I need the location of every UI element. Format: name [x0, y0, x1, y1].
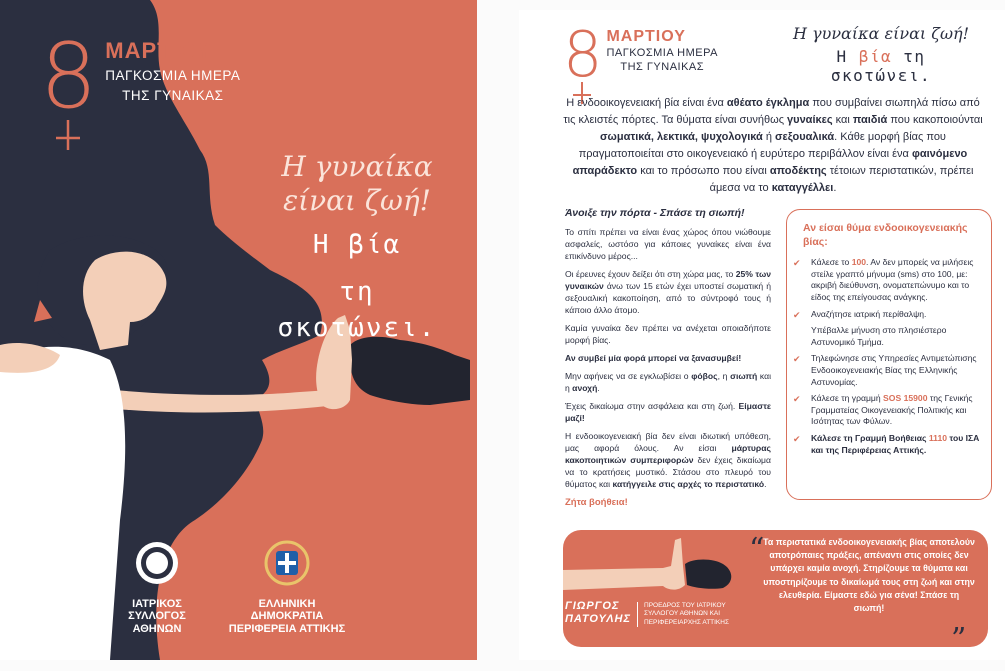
- slogan-accent: βία: [858, 47, 893, 66]
- date-number: 8: [40, 24, 98, 129]
- date-month: ΜΑΡΤΙΟΥ: [606, 28, 686, 45]
- signature: [565, 600, 729, 626]
- stop-hand-illustration: [563, 530, 763, 600]
- president-quote: Τα περιστατικά ενδοοικογενειακής βίας αποτελούν αποτρόπαιες πράξεις, απέναντι στις οποίες δεν υπάρχει καμία ανοχή. Στηρίζουμε τα θύματα και υποστηρίζουμε το δικαίωμά τους στη ζωή και στην ελευθερία. Είμαστε εδώ για σένα! Σπάσε τη σιωπή!: [763, 537, 975, 613]
- body-text: Οι έρευνες έχουν δείξει ότι στη χώρα μας, το: [565, 268, 736, 279]
- woman-face: [83, 252, 166, 350]
- close-quote-icon: ”: [951, 622, 967, 657]
- slogan-line1: Η γυναίκα: [281, 150, 433, 183]
- date-number: 8: [563, 18, 603, 91]
- quote-banner: [519, 530, 1005, 657]
- logo-line: ΑΘΗΝΩΝ: [132, 622, 182, 635]
- logo-line: ΣΥΛΛΟΓΟΣ: [128, 610, 186, 623]
- guidance-item: [803, 257, 981, 303]
- date-logo-small: [563, 18, 718, 91]
- emphasis-text: αθέατο έγκλημα: [726, 97, 810, 109]
- body-text: Η ενδοοικογενειακή βία είναι ένα: [566, 97, 727, 109]
- open-quote-icon: “: [749, 532, 765, 567]
- accent-text: 100: [851, 257, 867, 268]
- slogan-part: τη σκοτώνει.: [830, 47, 932, 85]
- body-text: Έχεις δικαίωμα στην ασφάλεια και στη ζωή.: [565, 401, 739, 412]
- body-text: Υπέβαλλε μήνυση στο πλησιέστερο Αστυνομικό Τμήμα.: [811, 325, 947, 347]
- column-paragraph: [565, 268, 771, 316]
- signature-name-line2: ΠΑΤΟΥΛΗΣ: [565, 613, 631, 626]
- slogan-small: [781, 24, 981, 85]
- slogan-line1: Η γυναίκα είναι ζωή!: [793, 24, 969, 43]
- slogan-line2: είναι ζωή!: [283, 183, 431, 217]
- body-text: Καμία γυναίκα δεν πρέπει να ανέχεται οποιαδήποτε μορφή βίας.: [565, 322, 771, 345]
- slogan-line2: [781, 47, 981, 85]
- body-text: και: [832, 114, 853, 127]
- column-paragraph: [565, 400, 771, 424]
- column-paragraph: [565, 322, 771, 346]
- column-paragraph: [565, 430, 771, 490]
- body-text: Μην αφήνεις να σε εγκλωβίσει ο: [565, 371, 692, 381]
- emphasis-text: ανοχή: [572, 383, 598, 394]
- column-paragraphs: [565, 226, 771, 491]
- medical-association-logo: [122, 540, 192, 636]
- signature-name-line1: ΓΙΩΡΓΟΣ: [565, 600, 620, 612]
- body-text: Το σπίτι πρέπει να είναι ένας χώρος όπου νιώθουμε ασφαλείς, ωστόσο για κάποιες γυναίκες είναι ένα επικίνδυνο μέρος...: [565, 226, 771, 261]
- logo-line: ΠΕΡΙΦΕΡΕΙΑ ΑΤΤΙΚΗΣ: [228, 622, 346, 635]
- emphasis-text: 25% των γυναικών: [565, 268, 771, 291]
- logo-line: ΙΑΤΡΙΚΟΣ: [132, 597, 182, 610]
- emphasis-text: Είμαστε μαζί!: [565, 401, 771, 424]
- help-text: Ζήτα βοήθεια!: [565, 497, 628, 509]
- guidance-item: [803, 433, 981, 456]
- poster-front: [0, 0, 477, 660]
- body-text: Κάλεσε το: [811, 257, 852, 268]
- body-text: . Κάθε μορφή βίας που πραγματοποιείται στο οικογενειακό ή ευρύτερο περιβάλλον είναι ένα: [578, 131, 946, 161]
- region-logo: [222, 540, 352, 636]
- body-text: . Αν δεν μπορείς να μιλήσεις στείλε γραπτό μήνυμα (sms) στο 100, με: ακριβή διεύθυνση, ονοματεπώνυμο και το είδος της επείγουσας ανάγκης.: [811, 257, 974, 303]
- emphasis-text: γυναίκες: [787, 114, 833, 127]
- emphasis-text: μάρτυρας κακοποιητικών συμπεριφορών: [565, 443, 771, 466]
- emphasis-text: κατήγγειλε στις αρχές το περιστατικό: [612, 479, 765, 490]
- body-text: Η ενδοοικογενειακή βία δεν είναι ιδιωτική υπόθεση, μας αφορά όλους. Αν είσαι: [565, 431, 771, 454]
- date-logo: [40, 24, 241, 129]
- emphasis-text: Αν συμβεί μία φορά μπορεί να ξανασυμβεί!: [565, 352, 742, 363]
- emphasis-text: αποδέκτης: [769, 165, 827, 178]
- box-heading: Αν είσαι θύμα ενδοοικογενειακής βίας:: [803, 222, 968, 248]
- emphasis-text: του ΙΣΑ και της Περιφέρειας Αττικής.: [811, 433, 980, 455]
- venus-icon: [48, 120, 88, 154]
- body-text: και το πρόσωπο που είναι: [637, 165, 770, 178]
- body-text: Αναζήτησε ιατρική περίθαλψη.: [811, 308, 927, 319]
- signature-role: ΠΡΟΕΔΡΟΣ ΤΟΥ ΙΑΤΡΙΚΟΥ ΣΥΛΛΟΓΟΥ ΑΘΗΝΩΝ ΚΑΙ ΠΕΡΙΦΕΡΕΙΑΡΧΗΣ ΑΤΤΙΚΗΣ: [637, 602, 757, 627]
- emphasis-text: σωματικά, λεκτικά, ψυχολογικά: [600, 131, 763, 144]
- emphasis-text: παιδιά: [852, 114, 888, 127]
- day-line2: ΤΗΣ ΓΥΝΑΙΚΑΣ: [620, 60, 705, 73]
- accent-text: SOS 15900: [883, 393, 928, 404]
- open-the-door-column: [565, 206, 771, 510]
- body-text: και η: [565, 371, 771, 394]
- victim-guidance-box: [786, 209, 992, 500]
- emphasis-text: καταγγέλλει: [771, 182, 834, 195]
- emphasis-text: φαινόμενο απαράδεκτο: [572, 148, 968, 178]
- guidance-item: [803, 353, 981, 388]
- guidance-item: [803, 309, 981, 321]
- medical-seal-icon: [134, 540, 180, 586]
- greek-emblem-icon: [264, 540, 310, 586]
- guidance-item: [803, 325, 981, 348]
- column-paragraph: [565, 352, 771, 364]
- logo-line: ΕΛΛΗΝΙΚΗ ΔΗΜΟΚΡΑΤΙΑ: [250, 597, 324, 623]
- emphasis-text: Κάλεσε τη Γραμμή Βοήθειας: [811, 433, 929, 443]
- body-text: .: [764, 479, 767, 490]
- body-text: δεν έχεις δικαίωμα να το κρατήσεις μυστικό. Στάσου στο πλευρό του θύματος και: [565, 455, 771, 490]
- column-paragraph: [565, 226, 771, 262]
- body-text: άνω των 15 ετών έχει υποστεί σωματική ή σεξουαλική κακοποίηση, από το σύντροφό τους ή κάποιο άλλο άτομο.: [565, 280, 771, 315]
- day-line1: ΠΑΓΚΟΣΜΙΑ ΗΜΕΡΑ: [105, 68, 241, 83]
- body-text: της Γενικής Γραμματείας Οικογενειακής Πολιτικής και Ισότητας των Φύλων.: [811, 393, 973, 427]
- body-text: που συμβαίνει σιωπηλά πίσω από τις κλειστές πόρτες. Τα θύματα είναι συνήθως: [563, 97, 980, 127]
- poster-back: [519, 10, 1005, 660]
- slogan-line4: τη σκοτώνει.: [277, 276, 437, 343]
- body-text: Κάλεσε τη γραμμή: [811, 393, 884, 404]
- body-text: που κακοποιούνται: [887, 114, 983, 127]
- body-text: .: [597, 383, 600, 394]
- guidance-list: [803, 257, 981, 456]
- emphasis-text: φόβος: [691, 371, 718, 381]
- column-heading: Άνοιξε την πόρτα - Σπάσε τη σιωπή!: [565, 207, 745, 219]
- day-line1: ΠΑΓΚΟΣΜΙΑ ΗΜΕΡΑ: [606, 47, 718, 59]
- body-text: ή: [762, 131, 776, 144]
- emphasis-text: σεξουαλικά: [775, 131, 835, 144]
- body-text: τέτοιων περιστατικών, πρέπει άμεσα να το: [709, 165, 974, 195]
- column-paragraph: [565, 370, 771, 394]
- day-line2: ΤΗΣ ΓΥΝΑΙΚΑΣ: [122, 87, 224, 103]
- slogan-line3: Η βία: [312, 230, 402, 261]
- body-text: , η: [717, 371, 731, 381]
- intro-paragraph: [563, 95, 983, 197]
- woman-top: [0, 347, 125, 660]
- slogan: [262, 150, 452, 346]
- accent-text: 1110: [928, 433, 948, 443]
- guidance-item: [803, 393, 981, 428]
- body-text: Τηλεφώνησε στις Υπηρεσίες Αντιμετώπισης Ενδοοικογενειακής Βίας της Ελληνικής Αστυνομίας.: [811, 353, 977, 387]
- slogan-part: Η: [836, 47, 859, 66]
- body-text: .: [833, 182, 837, 195]
- date-month: ΜΑΡΤΙΟΥ: [105, 38, 212, 63]
- emphasis-text: σιωπή: [730, 371, 758, 381]
